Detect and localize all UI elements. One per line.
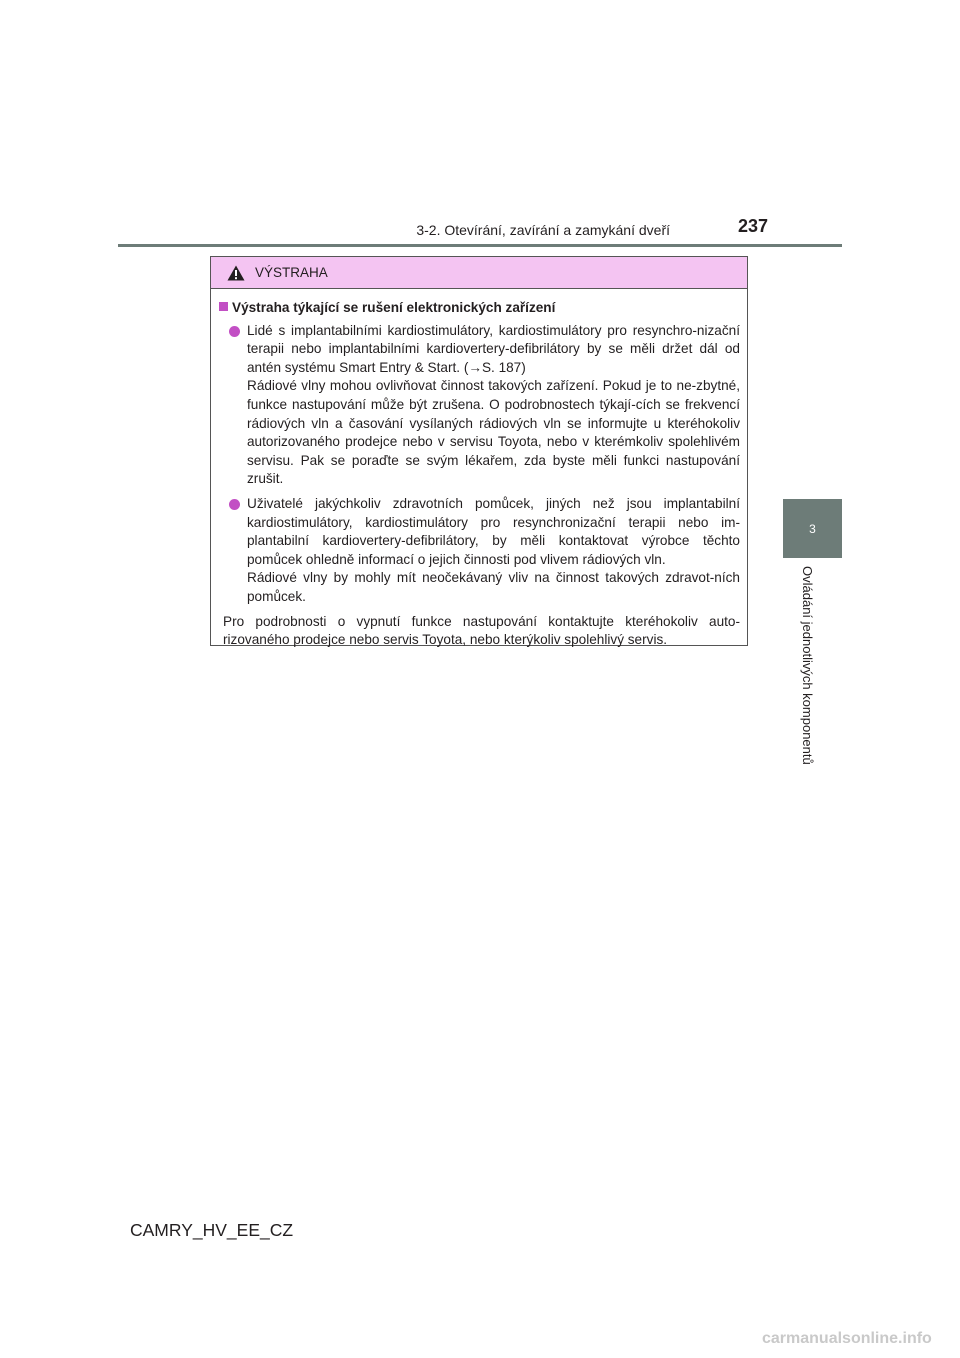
page-number: 237 xyxy=(738,216,769,236)
running-header-title: 3-2. Otevírání, zavírání a zamykání dveří xyxy=(416,222,670,238)
warning-item-paragraph: Uživatelé jakýchkoliv zdravotních pomůcek, jiných než jsou implantabilní kardiostimulátory, kardiostimulátory pro resynchronizační terapii nebo im-plantabilní kardiovertery-defibrilátory, by měli kontaktovat výrobce těchto pomůcek ohledně informací o jejich činnosti pod vlivem rádiových vln. xyxy=(247,495,740,567)
warning-body xyxy=(211,289,747,650)
warning-item xyxy=(229,322,740,489)
header-divider xyxy=(118,244,842,247)
warning-heading: VÝSTRAHA xyxy=(255,265,328,280)
bullet-dot-icon xyxy=(229,499,240,510)
manual-code: CAMRY_HV_EE_CZ xyxy=(130,1220,294,1240)
warning-closing-text: Pro podrobnosti o vypnutí funkce nastupování kontaktujte kteréhokoliv auto-rizovaného prodejce nebo servis Toyota, nebo kterýkoliv spolehlivý servis. xyxy=(223,613,740,648)
warning-item-paragraph: Rádiové vlny by mohly mít neočekávaný vliv na činnost takových zdravot-ních pomůcek. xyxy=(247,570,740,604)
warning-item-text xyxy=(247,322,740,489)
warning-triangle-icon xyxy=(227,265,245,281)
warning-header xyxy=(211,257,747,289)
warning-item-paragraph: Rádiové vlny mohou ovlivňovat činnost takových zařízení. Pokud je to ne-zbytné, funkce nastupování může být zrušena. O podrobnostech týkají-cích se frekvencí rádiových vln a časování vysílaných rádiových vln se informujte u kteréhokoliv autorizovaného prodejce nebo v servisu Toyota, nebo v kterémkoliv spolehlivém servisu. Pak se poraďte se svým lékařem, zda byste měli funkci nastupování zrušit. xyxy=(247,378,740,487)
warning-section-title xyxy=(219,299,740,318)
warning-box xyxy=(210,256,748,646)
chapter-number: 3 xyxy=(809,521,816,536)
watermark: carmanualsonline.info xyxy=(762,1330,932,1347)
warning-section-title-text: Výstraha týkající se rušení elektronických zařízení xyxy=(232,300,556,315)
warning-item xyxy=(229,495,740,607)
square-bullet-icon xyxy=(219,302,228,311)
warning-item-text xyxy=(247,495,740,607)
bullet-dot-icon xyxy=(229,326,240,337)
chapter-title: Ovládání jednotlivých komponentů xyxy=(800,566,815,765)
chapter-tab xyxy=(783,499,842,558)
warning-item-paragraph: Lidé s implantabilními kardiostimulátory, kardiostimulátory pro resynchro-nizační terapii nebo implantabilními kardiovertery-defibrilátory by se měli držet dál od antén systému Smart Entry & Start. (→S. 187) xyxy=(247,322,740,375)
